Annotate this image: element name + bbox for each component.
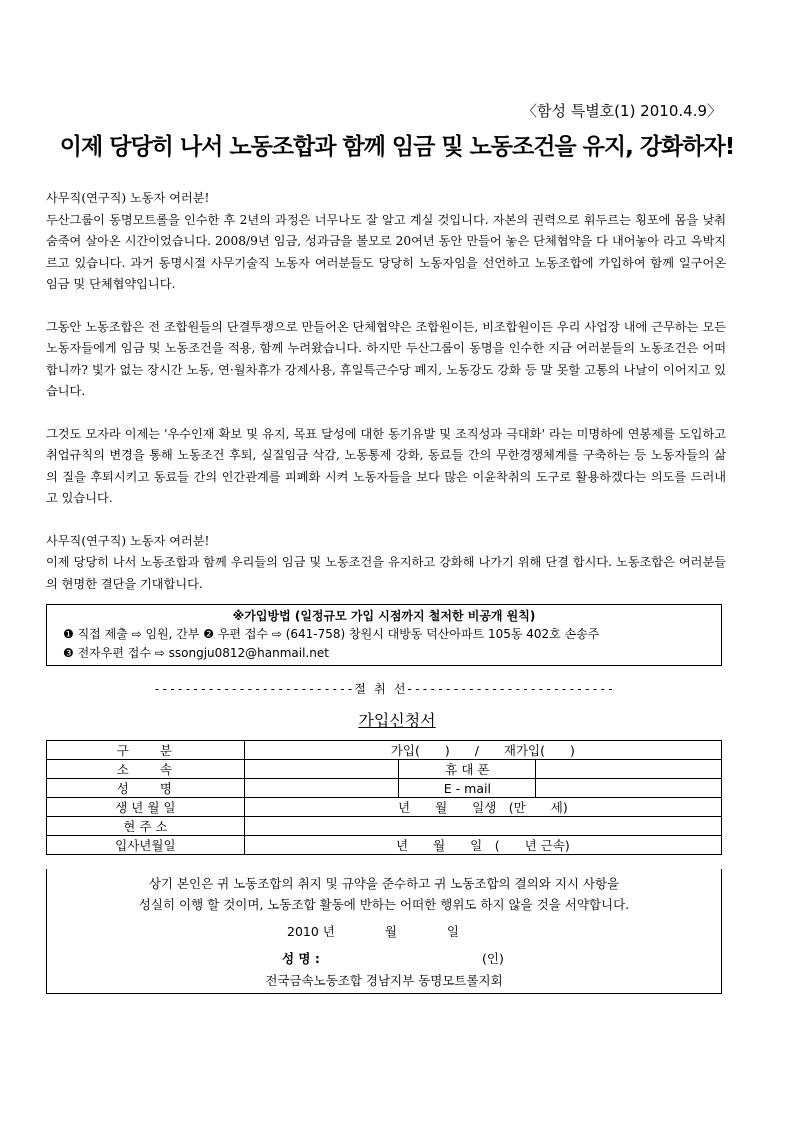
join-method-line: ❶ 직접 제출 ⇨ 임원, 간부 ❷ 우편 접수 ⇨ (641-758) 창원시 대방동 덕산아파트 105동 402호 손송주 (63, 627, 600, 641)
paragraph: 그동안 노동조합은 전 조합원들의 단결투쟁으로 만들어온 단체협약은 조합원이든, 비조합원이든 우리 사업장 내에 근무하는 모든 노동자들에게 임금 및 노동조건을 적용, 함께 누려왔습니다. 하지만 두산그룹이 동명을 인수한 지금 여러분들의 노동조건은 어떠합니까? 빛가 없는 장시간 노동, 연·월차휴가 강제사용, 휴일특근수당 폐지, 노동강도 강화 등 말 못할 고통의 나날이 이어지고 있습니다. (46, 319, 726, 398)
mobile-field[interactable] (536, 760, 722, 779)
join-method-box (46, 604, 722, 666)
headline: 이제 당당히 나서 노동조합과 함께 임금 및 노동조건을 유지, 강화하자! (59, 134, 735, 160)
name-field[interactable] (244, 779, 399, 798)
form-label: 소 속 (47, 760, 245, 779)
signature-label[interactable]: 성 명 : (282, 951, 320, 966)
form-row (47, 836, 722, 855)
form-label: 구 분 (47, 741, 245, 760)
birthdate-field[interactable]: 년 월 일생 (만 세) (244, 798, 721, 817)
form-row (47, 779, 722, 798)
join-method-line: ❸ 전자우편 접수 ⇨ ssongju0812@hanmail.net (63, 646, 329, 660)
organization-name: 전국금속노동조합 경남지부 동명모트롤지회 (265, 973, 503, 988)
form-row (47, 798, 722, 817)
greeting: 사무직(연구직) 노동자 여러분! (46, 533, 210, 548)
form-row (47, 741, 722, 760)
address-field[interactable] (244, 817, 721, 836)
form-label: 생 년 월 일 (47, 798, 245, 817)
form-label: E - mail (399, 779, 536, 798)
join-type-field[interactable]: 가입( ) / 재가입( ) (244, 741, 721, 760)
paragraph: 이제 당당히 나서 노동조합과 함께 우리들의 임금 및 노동조건을 유지하고 강화해 나가기 위해 단결 합시다. 노동조합은 여러분들의 현명한 결단을 기대합니다. (46, 555, 726, 591)
form-label: 현 주 소 (47, 817, 245, 836)
email-field[interactable] (536, 779, 722, 798)
form-title: 가입신청서 (358, 711, 436, 730)
form-row (47, 760, 722, 779)
cut-line: --------------------------절 취 선--------------------------- (153, 682, 615, 696)
pledge-date[interactable]: 2010 년 월 일 (287, 924, 460, 939)
form-label: 입사년월일 (47, 836, 245, 855)
paragraph: 그것도 모자라 이제는 '우수인재 확보 및 유지, 목표 달성에 대한 동기유발 및 조직성과 극대화' 라는 미명하에 연봉제를 도입하고 취업규칙의 변경을 통해 노동조건 후퇴, 실질임금 삭감, 노동통제 강화, 동료들 간의 무한경쟁체계를 구축하는 등 노동자들의 삶의 질을 후퇴시키고 동료들 간의 인간관계를 피폐화 시켜 노동자들을 보다 많은 이윤착취의 도구로 활용하겠다는 의도를 드러내고 있습니다. (46, 426, 726, 505)
form-label: 성 명 (47, 779, 245, 798)
pledge-box (46, 869, 722, 994)
application-form (46, 740, 722, 855)
article-body (46, 188, 726, 595)
join-method-title: ※가입방법 (일정규모 가입 시점까지 철저한 비공개 원칙) (232, 609, 536, 623)
greeting: 사무직(연구직) 노동자 여러분! (46, 191, 210, 205)
hire-date-field[interactable]: 년 월 일 ( 년 근속) (244, 836, 721, 855)
form-label: 휴 대 폰 (399, 760, 536, 779)
pledge-text: 상기 본인은 귀 노동조합의 취지 및 규약을 준수하고 귀 노동조합의 결의와 지시 사항을 (148, 876, 620, 891)
paragraph: 두산그룹이 동명모트롤을 인수한 후 2년의 과정은 너무나도 잘 알고 계실 것입니다. 자본의 권력으로 휘두르는 횡포에 몸을 낮춰 숨죽여 살아온 시간이었습니다. 2008/9년 임금, 성과금을 볼모로 20여년 동안 만들어 놓은 단체협약을 다 내어놓아 라고 윽박지르고 있습니다. 과거 동명시절 사무기술직 노동자 여러분들도 당당히 노동자임을 선언하고 노동조합에 가입하여 함께 일구어온 임금 및 단체협약입니다. (46, 212, 726, 291)
department-field[interactable] (244, 760, 399, 779)
seal-mark: (인) (482, 951, 504, 966)
issue-label: 〈함성 특별호(1) 2010.4.9〉 (521, 102, 722, 120)
form-row (47, 817, 722, 836)
pledge-text: 성실히 이행 할 것이며, 노동조합 활동에 반하는 어떠한 행위도 하지 않을 것을 서약합니다. (138, 897, 630, 912)
